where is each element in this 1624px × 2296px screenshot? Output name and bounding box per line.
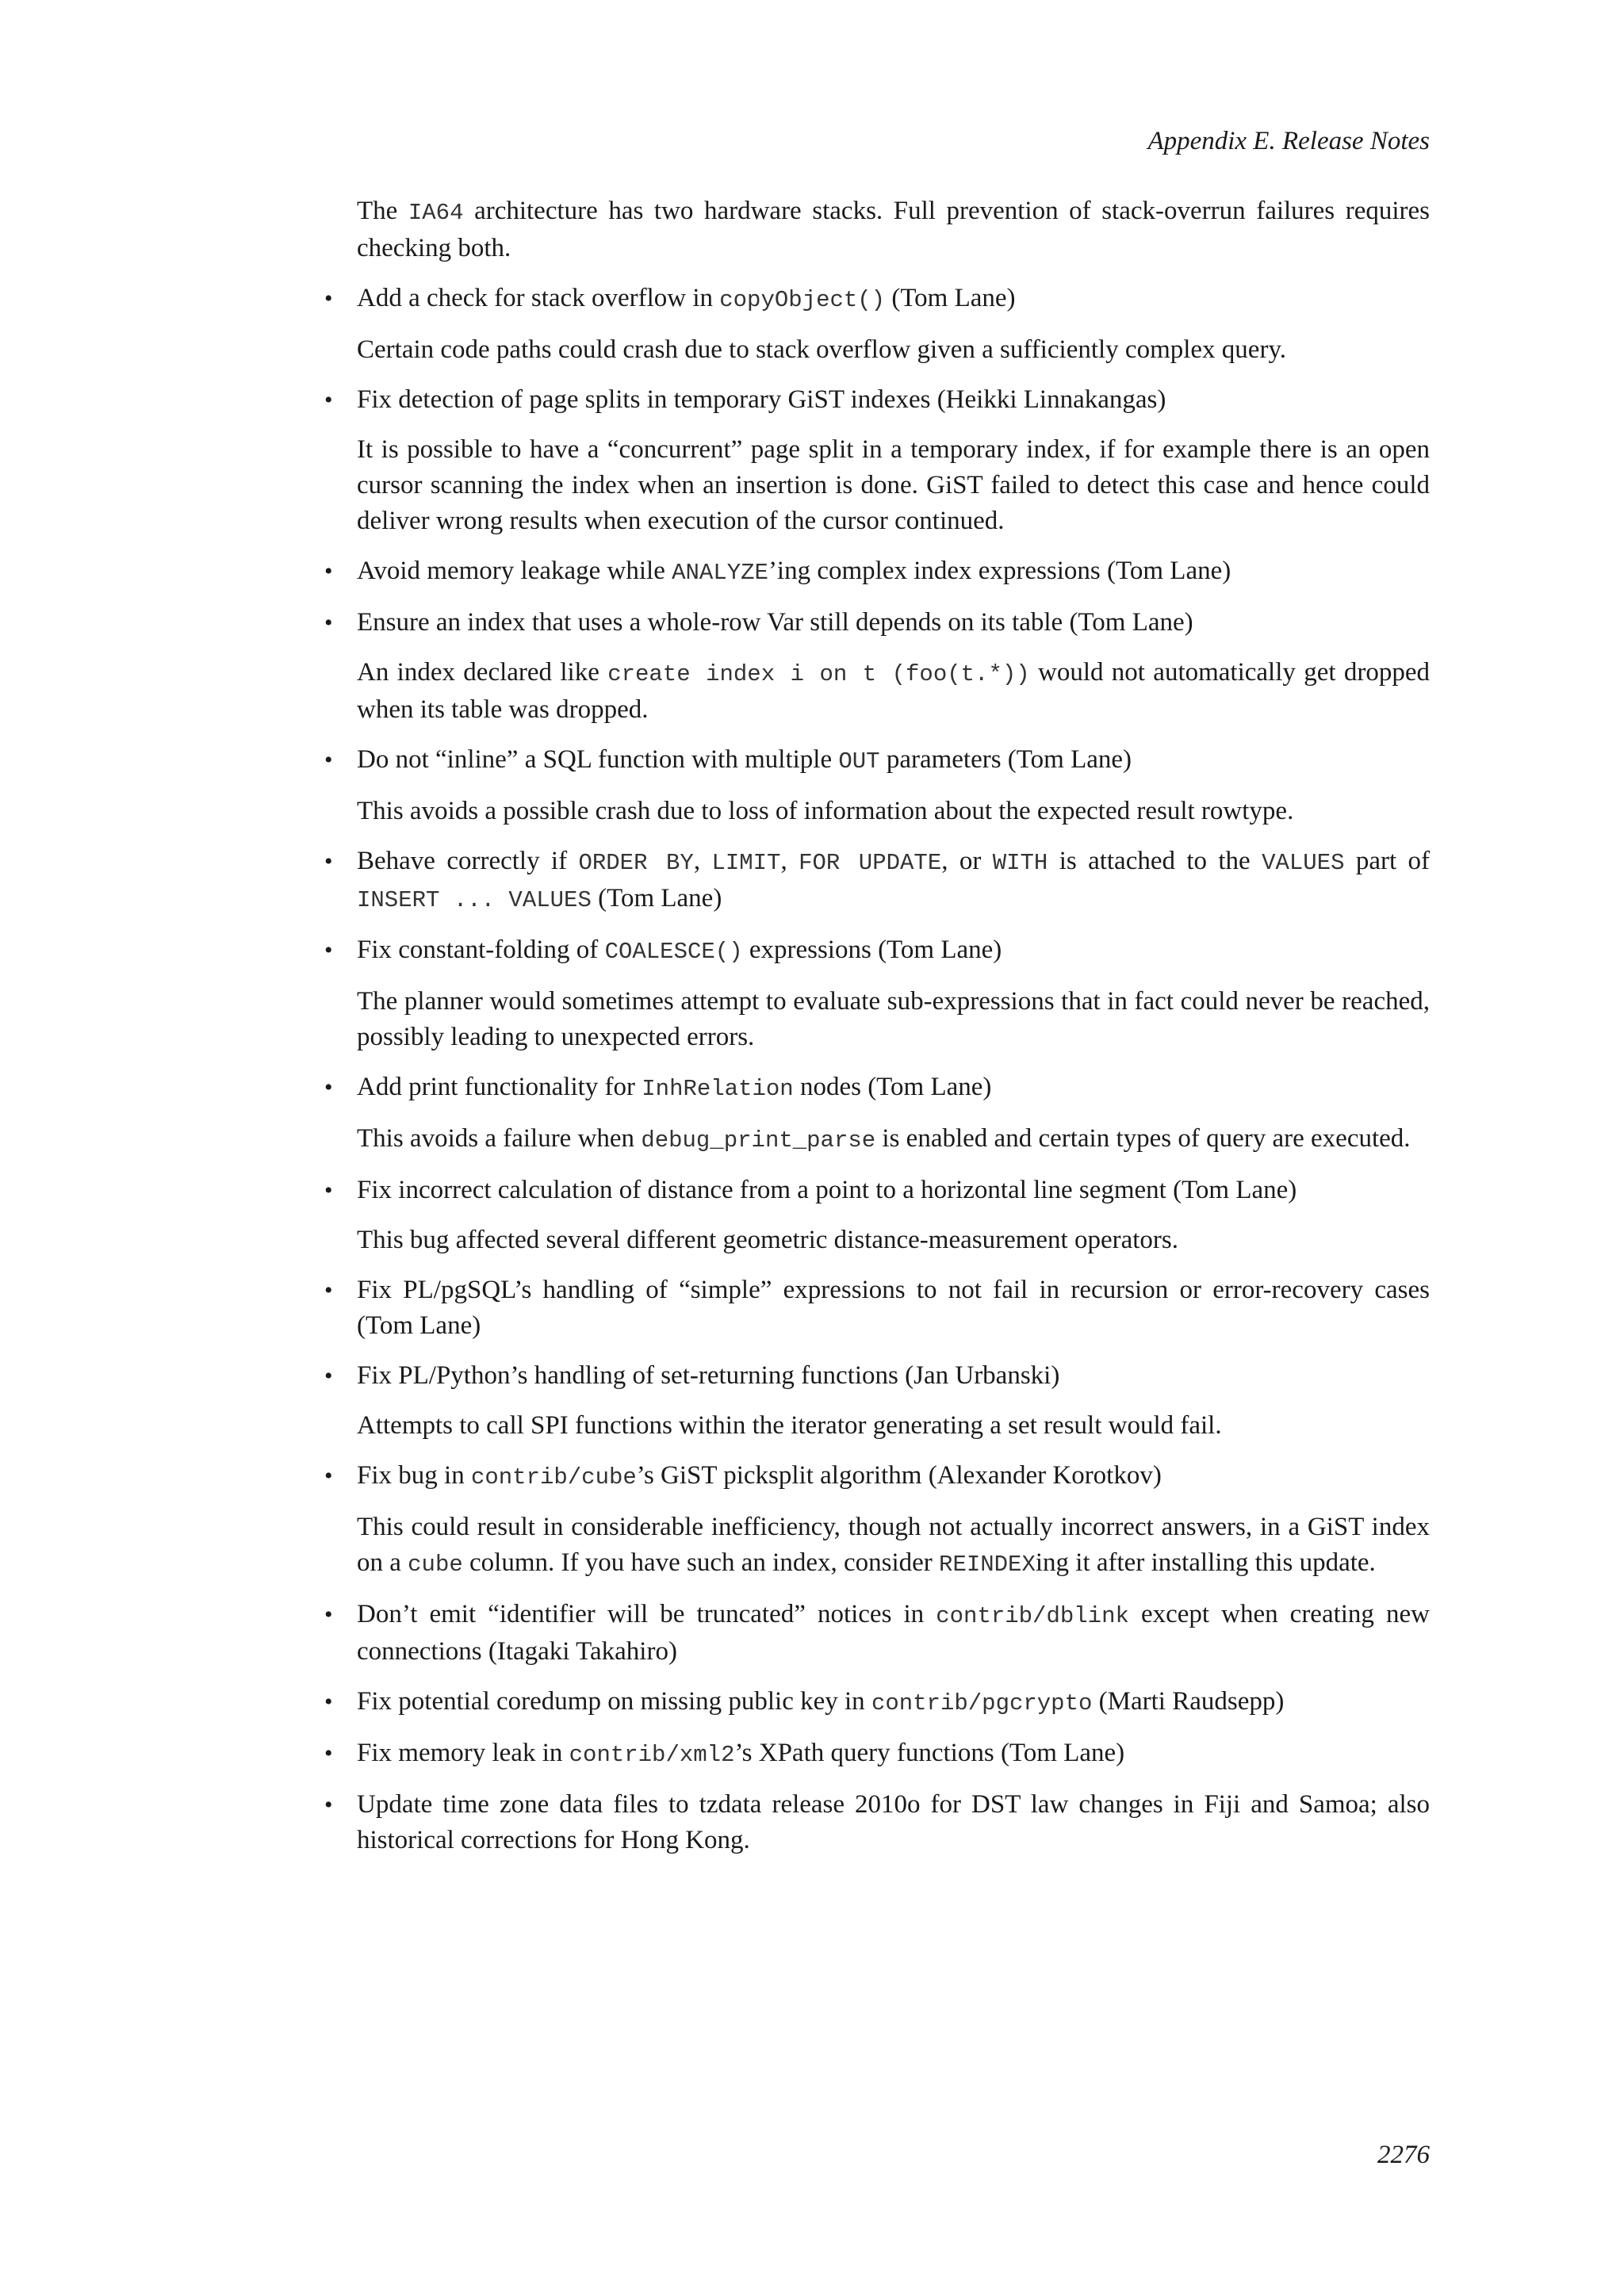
item-summary: Add print functionality for InhRelation nodes (Tom Lane)	[357, 1073, 992, 1102]
code-literal: contrib/cube	[470, 1464, 637, 1490]
item-detail: Certain code paths could crash due to stack overflow given a sufficiently complex query.	[357, 335, 1287, 364]
list-item	[321, 1458, 1430, 1582]
code-literal: contrib/xml2	[569, 1742, 735, 1768]
release-notes-body	[321, 193, 1430, 1873]
item-summary: Don’t emit “identifier will be truncated” notices in contrib/dblink except when creating new connections (Itagaki Takahiro)	[357, 1600, 1430, 1666]
code-literal: REINDEX	[939, 1552, 1036, 1578]
release-notes-list	[321, 281, 1430, 1858]
code-literal: debug_print_parse	[641, 1127, 876, 1154]
code-literal: cube	[408, 1552, 463, 1578]
bullet-marker: •	[324, 610, 333, 636]
bullet-marker: •	[324, 1792, 333, 1818]
bullet-marker: •	[324, 1740, 333, 1766]
item-summary: Avoid memory leakage while ANALYZE’ing complex index expressions (Tom Lane)	[357, 557, 1231, 586]
list-item	[321, 1272, 1430, 1344]
item-detail: This bug affected several different geometric distance-measurement operators.	[357, 1226, 1179, 1254]
code-literal: contrib/dblink	[936, 1603, 1129, 1629]
running-header: Appendix E. Release Notes	[1147, 127, 1430, 155]
code-literal: WITH	[992, 850, 1048, 876]
item-detail: The planner would sometimes attempt to evaluate sub-expressions that in fact could never be reached, possibly leading to unexpected errors.	[357, 987, 1430, 1051]
list-item	[321, 1173, 1430, 1258]
item-summary: Behave correctly if ORDER BY, LIMIT, FOR UPDATE, or WITH is attached to the VALUES part of INSERT ... VALUES (Tom Lane)	[357, 847, 1431, 913]
list-item	[321, 1358, 1430, 1444]
code-literal: IA64	[408, 200, 464, 226]
list-item	[321, 382, 1430, 539]
code-literal: copyObject()	[719, 287, 886, 313]
list-item	[321, 1597, 1430, 1670]
item-summary: Fix memory leak in contrib/xml2’s XPath query functions (Tom Lane)	[357, 1739, 1125, 1768]
item-summary: Fix bug in contrib/cube’s GiST picksplit algorithm (Alexander Korotkov)	[357, 1461, 1162, 1490]
item-summary: Add a check for stack overflow in copyObject() (Tom Lane)	[357, 284, 1016, 313]
item-detail: This could result in considerable inefficiency, though not actually incorrect answers, in a GiST index on a cube column. If you have such an index, consider REINDEXing it after installing this update.	[357, 1513, 1430, 1578]
code-literal: INSERT ... VALUES	[357, 887, 592, 913]
list-item	[321, 1787, 1430, 1858]
code-literal: FOR UPDATE	[799, 850, 942, 876]
item-detail: Attempts to call SPI functions within the iterator generating a set result would fail.	[357, 1411, 1222, 1440]
item-summary: Fix incorrect calculation of distance from a point to a horizontal line segment (Tom Lane)	[357, 1176, 1297, 1204]
code-literal: ORDER BY	[578, 850, 694, 876]
page-number: 2276	[1377, 2141, 1430, 2169]
list-item	[321, 1070, 1430, 1158]
bullet-marker: •	[324, 1463, 333, 1489]
list-item	[321, 1684, 1430, 1721]
list-item	[321, 742, 1430, 829]
bullet-marker: •	[324, 558, 333, 584]
list-item	[321, 605, 1430, 728]
bullet-marker: •	[324, 285, 333, 312]
item-detail: It is possible to have a “concurrent” page split in a temporary index, if for example there is an open cursor scanning the index when an insertion is done. GiST failed to detect this case and hence could deliver wrong results when execution of the cursor continued.	[357, 435, 1430, 535]
item-summary: Fix PL/pgSQL’s handling of “simple” expressions to not fail in recursion or error-recovery cases (Tom Lane)	[357, 1276, 1430, 1340]
bullet-marker: •	[324, 848, 333, 874]
item-summary: Update time zone data files to tzdata release 2010o for DST law changes in Fiji and Samoa; also historical corrections for Hong Kong.	[357, 1790, 1430, 1854]
item-summary: Fix detection of page splits in temporary GiST indexes (Heikki Linnakangas)	[357, 385, 1166, 414]
bullet-marker: •	[324, 747, 333, 773]
list-item	[321, 1735, 1430, 1773]
code-literal: OUT	[838, 748, 880, 775]
code-literal: VALUES	[1262, 850, 1345, 876]
code-literal: LIMIT	[711, 850, 781, 876]
item-detail: This avoids a possible crash due to loss of information about the expected result rowtype.	[357, 797, 1294, 825]
item-detail: This avoids a failure when debug_print_parse is enabled and certain types of query are executed.	[357, 1124, 1411, 1154]
bullet-marker: •	[324, 1363, 333, 1389]
bullet-marker: •	[324, 1689, 333, 1715]
list-item	[321, 281, 1430, 368]
bullet-marker: •	[324, 937, 333, 963]
code-literal: COALESCE()	[604, 939, 743, 965]
bullet-marker: •	[324, 1177, 333, 1203]
bullet-marker: •	[324, 1074, 333, 1100]
list-item	[321, 553, 1430, 591]
list-item	[321, 932, 1430, 1055]
item-summary: Ensure an index that uses a whole-row Var still depends on its table (Tom Lane)	[357, 608, 1193, 637]
lead-paragraph: The IA64 architecture has two hardware stacks. Full prevention of stack-overrun failures requires checking both.	[357, 197, 1430, 262]
item-detail: An index declared like create index i on t (foo(t.*)) would not automatically get dropped when its table was dropped.	[357, 658, 1430, 724]
bullet-marker: •	[324, 387, 333, 413]
code-literal: InhRelation	[642, 1076, 794, 1102]
code-literal: create index i on t (foo(t.*))	[607, 661, 1030, 687]
item-summary: Fix constant-folding of COALESCE() expressions (Tom Lane)	[357, 936, 1002, 965]
code-literal: contrib/pgcrypto	[871, 1690, 1093, 1716]
list-item	[321, 844, 1430, 918]
item-summary: Fix potential coredump on missing public key in contrib/pgcrypto (Marti Raudsepp)	[357, 1687, 1285, 1716]
bullet-marker: •	[324, 1601, 333, 1628]
item-summary: Fix PL/Python’s handling of set-returning functions (Jan Urbanski)	[357, 1361, 1060, 1390]
item-summary: Do not “inline” a SQL function with multiple OUT parameters (Tom Lane)	[357, 745, 1132, 775]
bullet-marker: •	[324, 1277, 333, 1303]
code-literal: ANALYZE	[672, 560, 768, 586]
